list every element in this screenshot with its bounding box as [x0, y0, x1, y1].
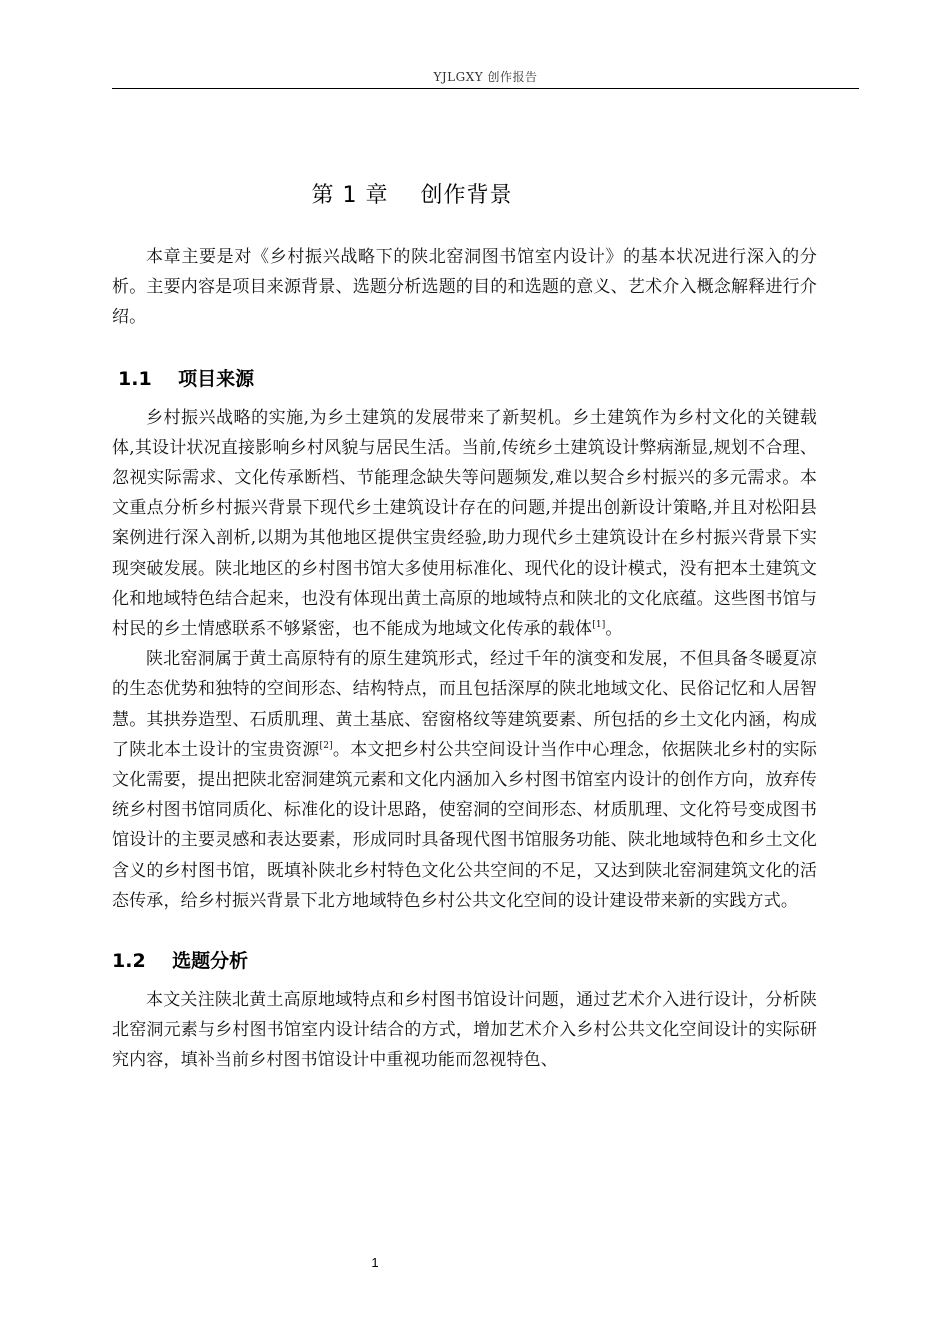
paragraph-text: 乡村振兴战略的实施,为乡土建筑的发展带来了新契机。乡土建筑作为乡村文化的关键载体,其设计状况直接影响乡村风貌与居民生活。当前,传统乡土建筑设计弊病渐显,规划不合理、忽视实际需求、文化传承断档、节能理念缺失等问题频发,难以契合乡村振兴的多元需求。本文重点分析乡村振兴背景下现代乡土建筑设计存在的问题,并提出创新设计策略,并且对松阳县案例进行深入剖析,以期为其他地区提供宝贵经验,助力现代乡土建筑设计在乡村振兴背景下实现突破发展。陕北地区的乡村图书馆大多使用标准化、现代化的设计模式，没有把本土建筑文化和地域特色结合起来，也没有体现出黄土高原的地域特点和陕北的文化底蕴。这些图书馆与村民的乡土情感联系不够紧密，也不能成为地域文化传承的载体 [112, 407, 817, 640]
citation-ref: [2] [319, 740, 333, 751]
chapter-title: 第 1 章 创作背景 [311, 183, 513, 208]
body-text [112, 242, 817, 1076]
section-heading-1-1: 1.1 项目来源 [118, 367, 255, 390]
intro-text: 本章主要是对《乡村振兴战略下的陕北窑洞图书馆室内设计》的基本状况进行深入的分析。主要内容是项目来源背景、选题分析选题的目的和选题的意义、艺术介入概念解释进行介绍。 [112, 247, 817, 328]
header-rule [112, 88, 859, 89]
citation-ref: [1] [592, 620, 606, 631]
paragraph-tail: 。本文把乡村公共空间设计当作中心理念，依据陕北乡村的实际文化需要，提出把陕北窑洞建筑元素和文化内涵加入乡村图书馆室内设计的创作方向，放弃传统乡村图书馆同质化、标准化的设计思路，使窑洞的空间形态、材质肌理、文化符号变成图书馆设计的主要灵感和表达要素，形成同时具备现代图书馆服务功能、陕北地域特色和乡土文化含义的乡村图书馆，既填补陕北乡村特色文化公共空间的不足，又达到陕北窑洞建筑文化的活态传承，给乡村振兴背景下北方地域特色乡村公共文化空间的设计建设带来新的实践方式。 [112, 739, 817, 911]
running-header: YJLGXY 创作报告 [433, 70, 538, 84]
paragraph-tail: 。 [605, 619, 623, 640]
page-number: 1 [371, 1255, 379, 1270]
section-1-1-paragraph-2 [112, 644, 817, 916]
paragraph-text: 本文关注陕北黄土高原地域特点和乡村图书馆设计问题，通过艺术介入进行设计，分析陕北窑洞元素与乡村图书馆室内设计结合的方式，增加艺术介入乡村公共文化空间设计的实际研究内容，填补当前乡村图书馆设计中重视功能而忽视特色、 [112, 990, 817, 1071]
paragraph-text: 陕北窑洞属于黄土高原特有的原生建筑形式，经过千年的演变和发展，不但具备冬暖夏凉的生态优势和独特的空间形态、结构特点，而且包括深厚的陕北地域文化、民俗记忆和人居智慧。其拱券造型、石质肌理、黄土基底、窑窗格纹等建筑要素、所包括的乡土文化内涵，构成了陕北本土设计的宝贵资源 [112, 649, 817, 760]
section-heading-1-2: 1.2 选题分析 [112, 950, 249, 973]
intro-paragraph [112, 242, 817, 333]
section-1-1-paragraph-1 [112, 403, 817, 645]
section-1-2-paragraph-1 [112, 985, 817, 1076]
